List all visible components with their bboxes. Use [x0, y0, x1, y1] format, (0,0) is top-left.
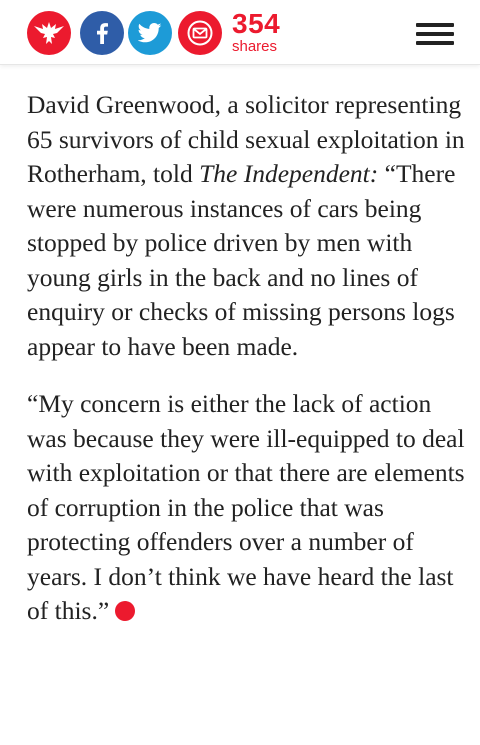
email-icon — [187, 20, 213, 46]
publication-name: The Independent: — [199, 159, 379, 188]
article-end-dot-icon — [115, 601, 135, 621]
independent-eagle-icon — [33, 20, 65, 46]
facebook-share-button[interactable] — [80, 11, 124, 55]
paragraph-text-start: David Greenwood, a solicitor representing 65 survivors of child sexual exploitation in Rotherham, told — [27, 90, 465, 188]
article-paragraph-1 — [27, 88, 467, 364]
twitter-share-button[interactable] — [128, 11, 172, 55]
share-count-label: shares — [232, 38, 278, 55]
independent-logo-button[interactable] — [27, 11, 71, 55]
share-toolbar — [0, 0, 480, 65]
article-paragraph-2 — [27, 387, 467, 629]
share-count-number: 354 — [232, 8, 281, 39]
menu-bar-top — [416, 23, 454, 27]
twitter-icon — [138, 23, 162, 43]
hamburger-menu-icon[interactable] — [416, 23, 454, 45]
share-count — [232, 10, 280, 54]
quote-text-continued: “My concern is either the lack of action was because they were ill-equipped to deal with exploitation or that there are elements of corruption in the police that was protecting offenders over a number of years. I don’t think we have heard the last of this.” — [27, 389, 465, 625]
email-share-button[interactable] — [178, 11, 222, 55]
article-body — [27, 88, 467, 629]
quote-text: “There were numerous instances of cars being stopped by police driven by men with young girls in the back and no lines of enquiry or checks of missing persons logs appear to have been made. — [27, 159, 456, 361]
menu-bar-bottom — [416, 41, 454, 45]
facebook-icon — [95, 22, 109, 44]
menu-bar-middle — [416, 32, 454, 36]
